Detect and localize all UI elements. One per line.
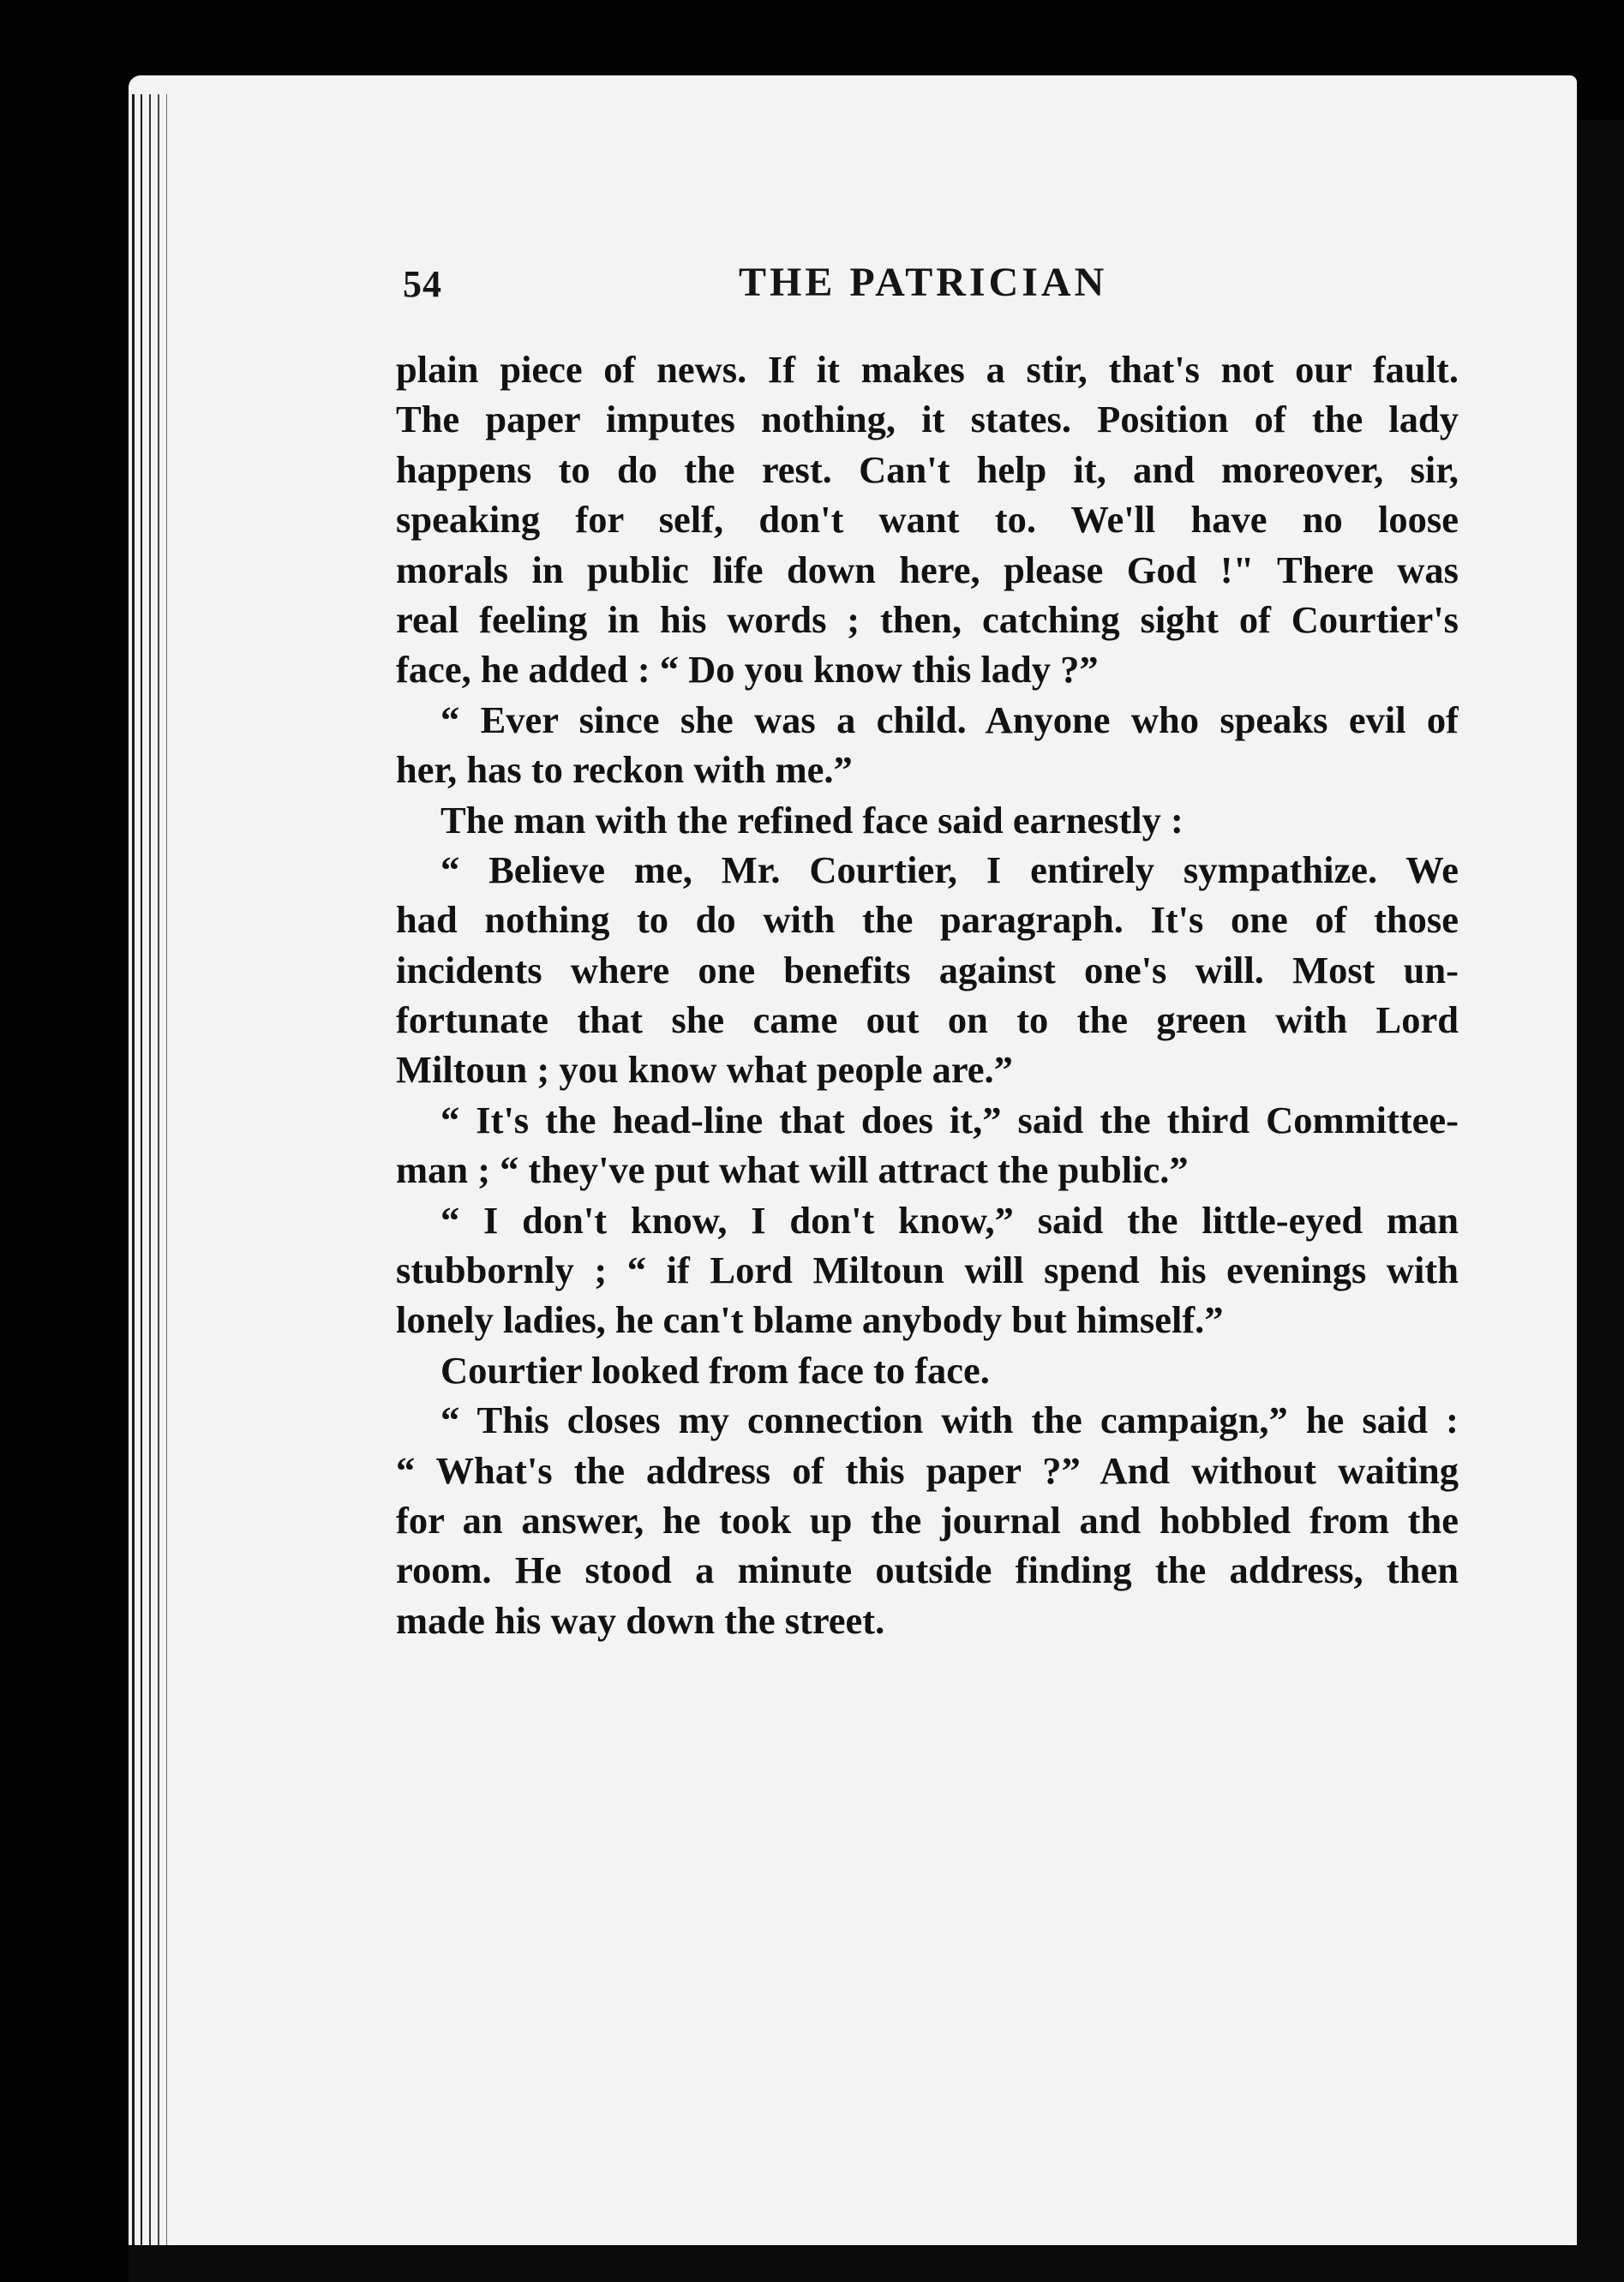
text-line: Courtier looked from face to face. — [440, 1348, 990, 1392]
text-line: made his way down the street. — [396, 1598, 885, 1642]
text-line: man ; “ they've put what will attract the public.” — [396, 1148, 1189, 1192]
text-line: “ I don't know, I don't know,” said the little-eyed man — [440, 1198, 1459, 1242]
book-right-edge — [1577, 120, 1624, 2282]
text-line: her, has to reckon with me.” — [396, 748, 853, 792]
text-line: happens to do the rest. Can't help it, and moreover, sir, — [396, 447, 1459, 491]
text-line: real feeling in his words ; then, catching sight of Courtier's — [396, 597, 1459, 641]
page-gutter-edges — [129, 94, 180, 2262]
text-line: morals in public life down here, please God !" There was — [396, 548, 1459, 591]
text-line: stubbornly ; “ if Lord Miltoun will spend his evenings with — [396, 1249, 1459, 1292]
page-edge-line — [149, 94, 151, 2262]
text-line: “ What's the address of this paper ?” And without waiting — [396, 1448, 1459, 1492]
running-head — [403, 262, 1457, 322]
text-line: “ This closes my connection with the campaign,” he said : — [440, 1399, 1459, 1442]
page-edge-line — [132, 94, 135, 2262]
text-line: “ It's the head-line that does it,” said the third Committee- — [440, 1098, 1459, 1141]
text-line: had nothing to do with the paragraph. It's one of those — [396, 898, 1459, 942]
page-edge-line — [158, 94, 159, 2262]
text-line: “ Believe me, Mr. Courtier, I entirely sympathize. We — [440, 848, 1459, 891]
text-line: plain piece of news. If it makes a stir, that's not our fault. — [396, 348, 1459, 391]
book-bottom-edge — [129, 2245, 1624, 2282]
page-edge-line — [166, 94, 167, 2262]
text-line: Miltoun ; you know what people are.” — [396, 1048, 1013, 1092]
text-line: room. He stood a minute outside finding the address, then — [396, 1548, 1459, 1592]
text-line: lonely ladies, he can't blame anybody but himself.” — [396, 1298, 1224, 1342]
running-title: THE PATRICIAN — [739, 260, 1108, 305]
page-edge-line — [141, 94, 142, 2262]
page-number: 54 — [403, 263, 442, 305]
text-line: fortunate that she came out on to the green with Lord — [396, 998, 1459, 1042]
text-line: “ Ever since she was a child. Anyone who speaks evil of — [440, 698, 1459, 741]
text-line: The paper imputes nothing, it states. Position of the lady — [396, 398, 1459, 441]
text-line: The man with the refined face said earnestly : — [440, 798, 1184, 842]
text-line: incidents where one benefits against one's will. Most un- — [396, 948, 1459, 991]
text-line: speaking for self, don't want to. We'll have no loose — [396, 498, 1459, 542]
body-text — [396, 344, 1459, 1645]
text-line: face, he added : “ Do you know this lady ?” — [396, 648, 1099, 692]
text-line: for an answer, he took up the journal and hobbled from the — [396, 1498, 1459, 1542]
